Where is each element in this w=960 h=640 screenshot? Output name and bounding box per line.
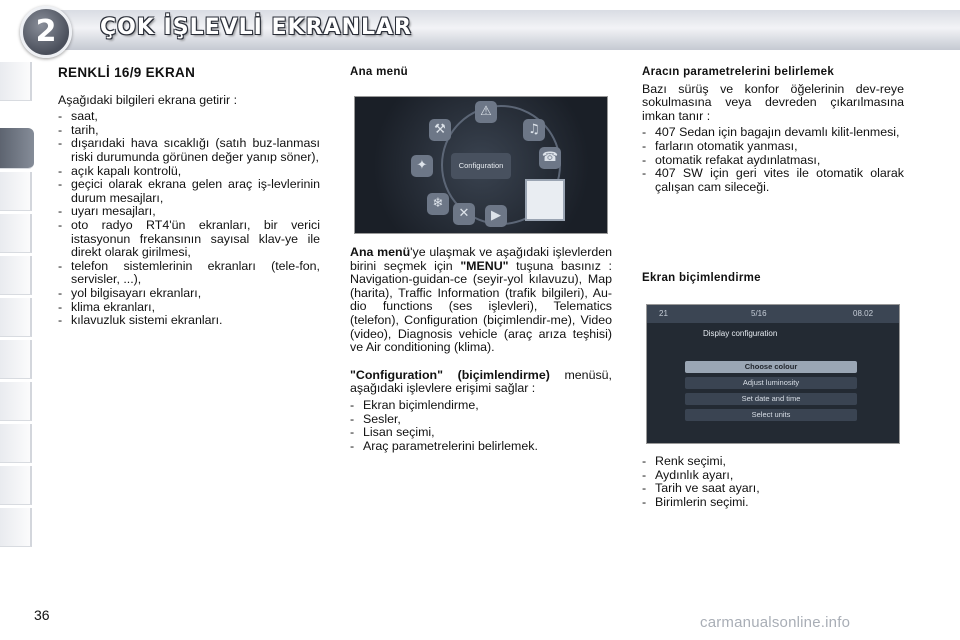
- video-icon: ▶: [485, 205, 507, 227]
- display-format-heading: [642, 272, 904, 286]
- option-select-units: Select units: [685, 409, 857, 421]
- list-item: - saat,: [58, 110, 320, 124]
- page-title: ÇOK İŞLEVLİ EKRANLAR: [100, 15, 412, 40]
- list-item: - Araç parametrelerini belirlemek.: [350, 440, 612, 454]
- list-item: - uyarı mesajları,: [58, 205, 320, 219]
- column-main-menu: [350, 66, 612, 80]
- wrench-icon: ✕: [453, 203, 475, 225]
- list-item: - Lisan seçimi,: [350, 426, 612, 440]
- configuration-list: [350, 399, 612, 453]
- phone-icon: ☎: [539, 147, 561, 169]
- menu-center-label: Configuration: [451, 153, 511, 179]
- list-item: - Sesler,: [350, 413, 612, 427]
- column-colour-screen: [58, 66, 320, 328]
- info-list: [58, 110, 320, 328]
- list-item: - otomatik refakat aydınlatması,: [642, 154, 904, 168]
- text-span: tuşuna basınız : Navigation-guidan-ce (seyir-yol kılavuzu), Map (harita), Traffic Information (trafik bilgileri), Au-dio functions (ses işlevleri), Telematics (telefon), Configuration (biçimlendir-me), Video (video), Diagnosis vehicle (araç arıza teşhisi) ve Air conditioning (klima).: [350, 258, 612, 355]
- main-menu-text: [350, 246, 612, 453]
- chapter-badge: 2: [20, 6, 72, 58]
- parameters-intro: Bazı sürüş ve konfor öğelerinin dev-reye sokulmasına veya devreden çıkarılmasına imkan tanır :: [642, 81, 904, 123]
- column-vehicle-parameters: [642, 66, 904, 194]
- list-item: - telefon sistemlerinin ekranları (tele-fon, servisler, ...),: [58, 260, 320, 287]
- status-mid: 5/16: [751, 309, 767, 318]
- parameters-list: [642, 126, 904, 194]
- option-set-date-time: Set date and time: [685, 393, 857, 405]
- section-title: Ekran biçimlendirme: [642, 272, 761, 284]
- screen-status-bar: [647, 305, 899, 323]
- text-span: 'ye ulaşmak ve aşağıdaki işlevlerden birini seçmek için: [350, 245, 612, 273]
- chapter-tab[interactable]: [0, 508, 32, 547]
- chapter-tab[interactable]: [0, 382, 32, 421]
- chapter-tab[interactable]: [0, 298, 32, 337]
- chapter-tab[interactable]: [0, 466, 32, 505]
- list-item: - 407 SW için geri vites ile otomatik olarak çalışan cam sileceği.: [642, 167, 904, 194]
- bold-text: Ana menü: [350, 245, 411, 259]
- list-item: - Birimlerin seçimi.: [642, 496, 904, 510]
- music-icon: ♫: [523, 119, 545, 141]
- list-item: - Tarih ve saat ayarı,: [642, 482, 904, 496]
- chapter-tab[interactable]: [0, 172, 32, 211]
- tools-icon: ⚒: [429, 119, 451, 141]
- screen-title: Display configuration: [703, 329, 778, 338]
- menu-key-label: "MENU": [460, 258, 509, 273]
- chapter-tab[interactable]: [0, 62, 32, 101]
- option-adjust-luminosity: Adjust luminosity: [685, 377, 857, 389]
- page-number: 36: [34, 607, 50, 623]
- section-title: RENKLİ 16/9 EKRAN: [58, 65, 196, 80]
- navigation-icon: ✦: [411, 155, 433, 177]
- intro-text: Aşağıdaki bilgileri ekrana getirir :: [58, 92, 238, 107]
- list-item: - Ekran biçimlendirme,: [350, 399, 612, 413]
- chapter-tab[interactable]: [0, 424, 32, 463]
- chapter-tab[interactable]: [0, 214, 32, 253]
- page-header: [0, 0, 960, 62]
- section-title: Aracın parametrelerini belirlemek: [642, 66, 835, 78]
- list-item: - farların otomatik yanması,: [642, 140, 904, 154]
- fan-icon: ❄: [427, 193, 449, 215]
- chapter-tab[interactable]: [0, 340, 32, 379]
- display-configuration-screen-image: [646, 304, 900, 444]
- bold-text: "Configuration" (biçimlendirme): [350, 367, 550, 382]
- list-item: - açık kapalı kontrolü,: [58, 165, 320, 179]
- chapter-tab[interactable]: [0, 256, 32, 295]
- menu-paragraph: [350, 246, 612, 355]
- list-item: - geçici olarak ekrana gelen araç iş-levlerinin durum mesajları,: [58, 178, 320, 205]
- chapter-tab-active[interactable]: [0, 128, 34, 169]
- main-menu-screen-image: [354, 96, 608, 234]
- text-span: menüsü, aşağıdaki işlevlere erişimi sağlar :: [350, 367, 612, 396]
- status-right: 08.02: [853, 309, 874, 318]
- configuration-paragraph: [350, 369, 612, 396]
- option-choose-colour: Choose colour: [685, 361, 857, 373]
- list-item: - oto radyo RT4'ün ekranları, bir verici istasyonun frekansının sayısal klav-ye ile direkt olarak girilmesi,: [58, 219, 320, 260]
- status-left: 21: [659, 309, 668, 318]
- chapter-tabs: [0, 62, 34, 578]
- list-item: - dışarıdaki hava sıcaklığı (satıh buz-lanması riski durumunda görünen değer yanıp söner),: [58, 137, 320, 164]
- list-item: - kılavuzluk sistemi ekranları.: [58, 314, 320, 328]
- watermark: carmanualsonline.info: [700, 614, 851, 631]
- list-item: - Aydınlık ayarı,: [642, 469, 904, 483]
- list-item: - yol bilgisayarı ekranları,: [58, 287, 320, 301]
- list-item: - tarih,: [58, 124, 320, 138]
- display-format-list: [642, 455, 904, 509]
- grid-icon: [525, 179, 565, 221]
- display-format-list-block: [642, 452, 904, 509]
- list-item: - Renk seçimi,: [642, 455, 904, 469]
- list-item: - klima ekranları,: [58, 301, 320, 315]
- list-item: - 407 Sedan için bagajın devamlı kilit-lenmesi,: [642, 126, 904, 140]
- warning-icon: ⚠: [475, 101, 497, 123]
- section-title: Ana menü: [350, 66, 408, 78]
